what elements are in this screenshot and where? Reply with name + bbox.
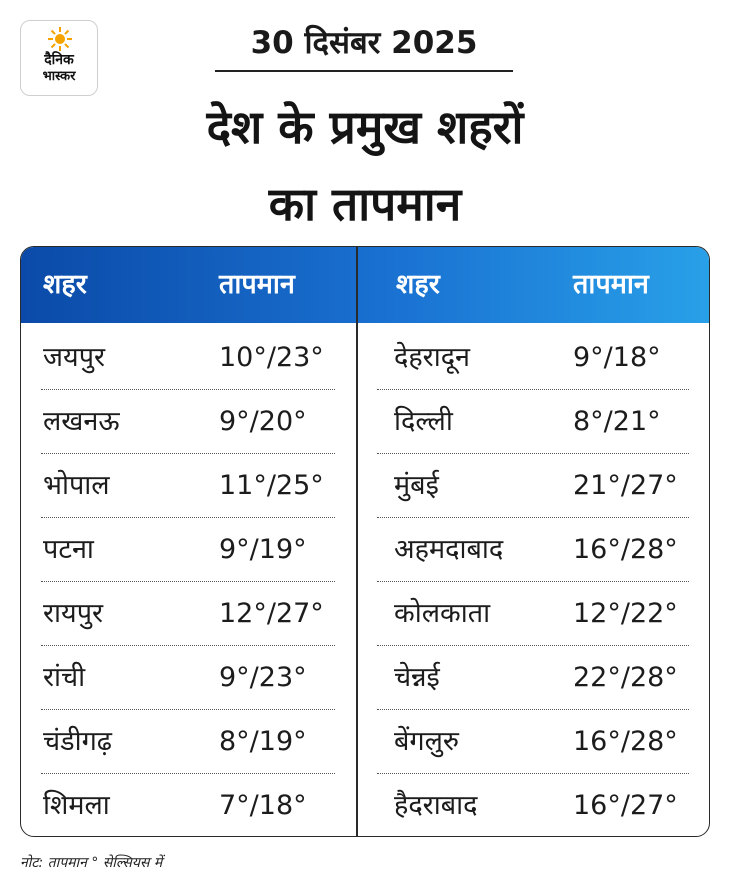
table-row [41, 582, 335, 646]
sun-icon [48, 27, 72, 51]
city-temperature: 8°/21° [573, 406, 661, 437]
city-name: शिमला [43, 790, 110, 821]
city-temperature: 21°/27° [573, 470, 678, 501]
city-temperature: 8°/19° [219, 726, 307, 757]
city-temperature: 22°/28° [573, 662, 678, 693]
column-divider [356, 247, 358, 836]
table-row [377, 774, 689, 837]
city-temperature: 7°/18° [219, 790, 307, 821]
dainik-bhaskar-logo [20, 20, 98, 96]
city-name: हैदराबाद [394, 790, 478, 821]
footnote: नोट: तापमान ° सेल्सियस में [20, 855, 163, 871]
page-title-line2: का तापमान [268, 177, 462, 231]
table-row [41, 326, 335, 390]
city-name: कोलकाता [394, 598, 491, 629]
city-name: रांची [43, 662, 86, 693]
logo-text-line2: भास्कर [42, 69, 76, 84]
temperature-table [20, 246, 710, 837]
table-row [377, 518, 689, 582]
table-row [377, 454, 689, 518]
table-row [41, 710, 335, 774]
city-temperature: 12°/27° [219, 598, 324, 629]
table-row [377, 326, 689, 390]
date-heading: 30 दिसंबर 2025 [250, 25, 478, 61]
city-temperature: 11°/25° [219, 470, 324, 501]
city-temperature: 9°/20° [219, 406, 307, 437]
table-row [41, 518, 335, 582]
city-name: जयपुर [43, 342, 106, 373]
logo-text-line1: दैनिक [44, 52, 74, 68]
date-underline [215, 70, 513, 72]
city-temperature: 16°/28° [573, 726, 678, 757]
column-header-city-left: शहर [43, 269, 87, 300]
city-name: चेन्नई [394, 662, 440, 693]
column-header-temp-left: तापमान [219, 269, 295, 300]
city-temperature: 9°/18° [573, 342, 661, 373]
city-temperature: 9°/23° [219, 662, 307, 693]
city-name: चंडीगढ़ [43, 726, 112, 757]
city-name: दिल्ली [394, 406, 453, 437]
city-name: बेंगलुरु [394, 726, 460, 757]
city-name: भोपाल [43, 470, 110, 501]
page-title-line1: देश के प्रमुख शहरों [206, 100, 524, 154]
table-header [21, 247, 709, 323]
table-row [41, 646, 335, 710]
table-row [41, 390, 335, 454]
city-name: अहमदाबाद [394, 534, 504, 565]
table-row [377, 582, 689, 646]
table-row [377, 390, 689, 454]
city-name: मुंबई [394, 470, 439, 501]
city-temperature: 12°/22° [573, 598, 678, 629]
city-temperature: 10°/23° [219, 342, 324, 373]
column-header-temp-right: तापमान [573, 269, 649, 300]
city-temperature: 16°/28° [573, 534, 678, 565]
city-name: रायपुर [43, 598, 104, 629]
city-name: देहरादून [394, 342, 471, 373]
table-row [377, 646, 689, 710]
table-row [377, 710, 689, 774]
table-row [41, 454, 335, 518]
city-temperature: 16°/27° [573, 790, 678, 821]
table-row [41, 774, 335, 837]
city-temperature: 9°/19° [219, 534, 307, 565]
city-name: पटना [43, 534, 94, 565]
city-name: लखनऊ [43, 406, 120, 437]
column-header-city-right: शहर [396, 269, 440, 300]
